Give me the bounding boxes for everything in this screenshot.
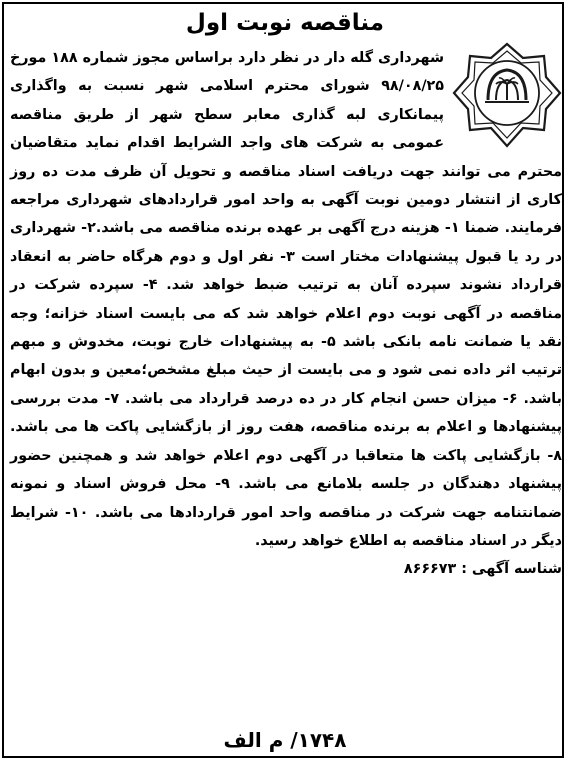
- logo-spacer: [444, 44, 562, 156]
- notice-identifier: شناسه آگهی : ۸۶۶۶۷۳: [403, 561, 562, 578]
- notice-paragraph: شهرداری گله دار در نظر دارد براساس مجوز شماره ۱۸۸ مورخ ۹۸/۰۸/۲۵ شورای محترم اسلامی شهر نسبت به واگذاری پیمانکاری لبه گذاری معابر سطح شهر از طریق مناقصه عمومی به شرکت های واجد الشرایط اقدام نماید متقاضیان محترم می توانند جهت دریافت اسناد مناقصه و تحویل آن ظرف مدت ده روز کاری از انتشار دومین نوبت آگهی به واحد امور قراردادهای شهرداری مراجعه فرمایند. ضمنا ۱- هزینه درج آگهی بر عهده برنده مناقصه می باشد.۲- شهرداری در رد یا قبول پیشنهادات مختار است ۳- نفر اول و دوم هرگاه حاضر به انعقاد قرارداد نشوند سپرده آنان به ترتیب ضبط خواهد شد. ۴- سپرده شرکت در مناقصه در آگهی نوبت دوم اعلام خواهد شد که می بایست اسناد خزانه؛ وجه نقد یا ضمانت نامه بانکی باشد ۵- به پیشنهادات خارج نوبت، مخدوش و مبهم ترتیب اثر داده نمی شود و می بایست از حیث مبلغ مشخص؛معین و بدون ابهام باشد. ۶- میزان حسن انجام کار در ده درصد قرارداد می باشد. ۷- مدت بررسی پیشنهادها و اعلام به برنده مناقصه، هفت روز از بازگشایی پاکت ها می باشد. ۸- بازگشایی پاکت ها متعاقبا در آگهی دوم اعلام خواهد شد و همچنین حضور پیشنهاد دهندگان در جلسه بلامانع می باشد. ۹- محل فروش اسناد و نمونه ضمانتنامه جهت شرکت در مناقصه واحد امور قراردادها می باشد. ۱۰- شرایط دیگر در اسناد مناقصه به اطلاع خواهد رسید.: [10, 50, 563, 549]
- notice-title: مناقصه نوبت اول: [185, 10, 385, 36]
- notice-code: ۱۷۴۸/ م الف: [223, 728, 347, 752]
- notice-body: [10, 44, 562, 584]
